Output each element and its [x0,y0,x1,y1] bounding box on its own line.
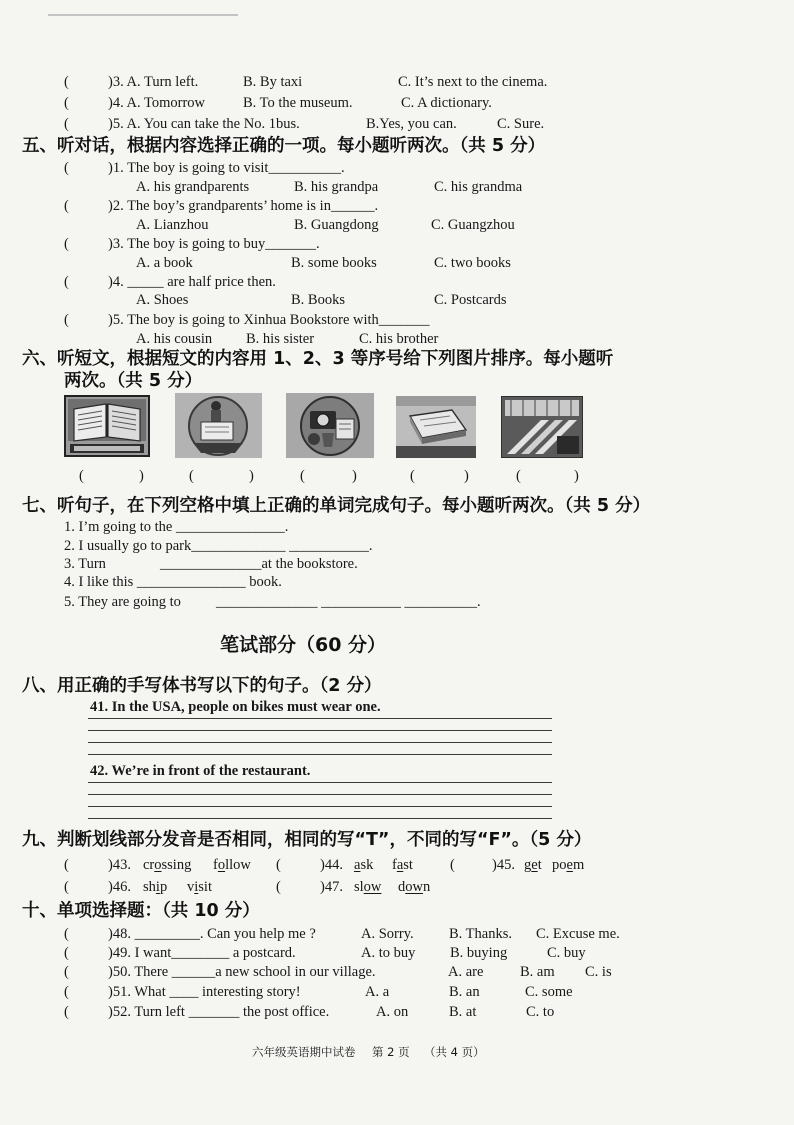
option-b: B. By taxi [243,74,303,90]
footer-page-number: 第 2 页 [372,1045,410,1059]
option-b: B. an [449,984,480,1000]
copy-sentence: 41. In the USA, people on bikes must wear one. [90,699,381,715]
picture-5-illustration [501,396,583,458]
option-a: A. are [448,964,484,980]
underlined-letters: ow [405,879,423,895]
option-a: A. Sorry. [361,926,414,942]
phonics-word [143,878,167,896]
fill-in-blank: ______________ ___________ __________. [216,594,481,610]
answer-paren-open: ( [450,857,455,873]
word-part: n [422,879,431,895]
answer-paren-open: ( [516,468,521,484]
word-part: llow [225,857,251,873]
phonics-word [354,856,373,874]
footer-course: 六年级英语期中试卷 [252,1045,356,1059]
option-c: C. to [526,1004,555,1020]
underlined-letters: o [217,857,226,873]
option-a: A. his cousin [136,331,213,347]
option-a: A. on [376,1004,409,1020]
question-stem: )50. There ______a new school in our village. [108,964,376,980]
question-number: )45. [492,857,515,873]
option-c: C. is [585,964,612,980]
option-a: A. Lianzhou [136,217,209,233]
option-b: B. Thanks. [449,926,512,942]
option-a: A. his grandparents [136,179,250,195]
answer-paren-close: ) [464,468,469,484]
picture-5 [501,396,583,458]
handwriting-line [88,754,552,755]
handwriting-line [88,782,552,783]
fill-in-blank: ______________at the bookstore. [160,556,358,572]
word-part: sit [198,879,212,895]
underlined-letters: i [155,879,160,895]
option-c: C. Sure. [497,116,545,132]
answer-paren-open: ( [64,984,69,1000]
picture-4-illustration [396,396,476,458]
footer-total-pages: （共 4 页） [424,1045,485,1059]
answer-paren-open: ( [300,468,305,484]
phonics-word [354,878,381,896]
picture-2 [175,393,262,458]
section-heading-9: 九、判断划线部分发音是否相同，相同的写“T”，不同的写“F”。（5 分） [22,830,592,850]
option-b: B. some books [291,255,377,271]
answer-paren-close: ) [139,468,144,484]
answer-paren-open: ( [64,964,69,980]
phonics-word [398,878,430,896]
phonics-word [552,856,584,874]
word-part: v [187,879,195,895]
option-a: A. a book [136,255,193,271]
option-c: C. some [525,984,573,1000]
word-part: po [552,857,567,873]
word-part: ssing [161,857,192,873]
question-stem: )3. A. Turn left. [108,74,199,90]
picture-1 [64,395,150,457]
section-heading-6: 六、听短文，根据短文的内容用 1、2、3 等序号给下列图片排序。每小题听 [22,349,614,369]
answer-paren-open: ( [64,926,69,942]
answer-paren-open: ( [64,74,69,90]
copy-sentence: 42. We’re in front of the restaurant. [90,763,311,779]
option-a: A. a [365,984,390,1000]
option-b: B. buying [450,945,508,961]
answer-paren-close: ) [249,468,254,484]
question-stem: )1. The boy is going to visit__________. [108,160,345,176]
option-b: B. Guangdong [294,217,379,233]
option-c: C. two books [434,255,511,271]
option-a: A. Shoes [136,292,189,308]
underlined-letters: ow [363,879,382,895]
picture-1-open-book-illustration [64,395,150,457]
picture-3-illustration [286,393,374,458]
question-number: )43. [108,857,131,873]
section-heading-6-continued: 两次。（共 5 分） [64,371,203,391]
option-c: C. his brother [359,331,439,347]
fill-in-sentence: 2. I usually go to park_____________ ___________. [64,538,373,554]
answer-paren-open: ( [79,468,84,484]
answer-paren-close: ) [574,468,579,484]
answer-paren-open: ( [64,198,69,214]
answer-paren-open: ( [64,879,69,895]
option-c: C. buy [547,945,586,961]
scan-edge-mark [48,14,238,16]
picture-3 [286,393,374,458]
section-heading-8: 八、用正确的手写体书写以下的句子。（2 分） [22,676,382,696]
option-b: B. his sister [246,331,315,347]
handwriting-line [88,806,552,807]
question-stem: )51. What ____ interesting story! [108,984,301,1000]
answer-paren-open: ( [189,468,194,484]
fill-in-sentence: 3. Turn [64,556,106,572]
word-part: f [392,857,397,873]
underlined-letters: e [566,857,573,873]
question-stem: )5. The boy is going to Xinhua Bookstore with_______ [108,312,430,328]
word-part: g [524,857,532,873]
question-stem: )52. Turn left _______ the post office. [108,1004,330,1020]
option-c: C. his grandma [434,179,523,195]
answer-paren-open: ( [64,312,69,328]
option-b: B. his grandpa [294,179,379,195]
picture-2-illustration [175,393,262,458]
word-part: sh [143,879,156,895]
handwriting-line [88,730,552,731]
handwriting-line [88,718,552,719]
answer-paren-open: ( [64,116,69,132]
question-stem: )4. _____ are half price then. [108,274,276,290]
question-stem: )49. I want________ a postcard. [108,945,296,961]
word-part: m [572,857,585,873]
underlined-letters: o [154,857,162,873]
picture-4 [396,396,476,458]
underlined-letters: a [354,857,361,873]
question-number: )46. [108,879,131,895]
option-c: C. Postcards [434,292,507,308]
answer-paren-open: ( [276,857,281,873]
word-part: f [213,857,218,873]
handwriting-line [88,794,552,795]
fill-in-sentence: 5. They are going to [64,594,181,610]
handwriting-line [88,818,552,819]
section-heading-10: 十、单项选择题：（共 10 分） [22,901,260,921]
answer-paren-open: ( [64,160,69,176]
question-number: )44. [320,857,343,873]
section-heading-7: 七、听句子，在下列空格中填上正确的单词完成句子。每小题听两次。（共 5 分） [22,496,651,516]
word-part: sk [360,857,374,873]
option-b: B. am [520,964,555,980]
answer-paren-open: ( [64,945,69,961]
option-c: C. A dictionary. [401,95,492,111]
fill-in-sentence: 1. I’m going to the _______________. [64,519,289,535]
answer-paren-close: ) [352,468,357,484]
answer-paren-open: ( [64,857,69,873]
answer-paren-open: ( [410,468,415,484]
option-b: B.Yes, you can. [366,116,457,132]
answer-paren-open: ( [64,95,69,111]
question-stem: )3. The boy is going to buy_______. [108,236,320,252]
fill-in-sentence: 4. I like this _______________ book. [64,574,282,590]
handwriting-line [88,742,552,743]
word-part: sl [354,879,364,895]
word-part: p [159,879,168,895]
phonics-word [187,878,212,896]
phonics-word [213,856,251,874]
question-stem: )5. A. You can take the No. 1bus. [108,116,300,132]
option-a: A. to buy [361,945,416,961]
underlined-letters: e [531,857,538,873]
answer-paren-open: ( [64,1004,69,1020]
section-heading-5: 五、听对话，根据内容选择正确的一项。每小题听两次。（共 5 分） [22,136,546,156]
option-c: C. Guangzhou [431,217,515,233]
underlined-letters: i [194,879,199,895]
underlined-letters: a [396,857,404,873]
word-part: d [398,879,406,895]
option-b: B. Books [291,292,345,308]
option-c: C. It’s next to the cinema. [398,74,548,90]
option-b: B. To the museum. [243,95,353,111]
word-part: cr [143,857,155,873]
phonics-word [392,856,413,874]
word-part: st [403,857,413,873]
answer-paren-open: ( [276,879,281,895]
written-part-title: 笔试部分（60 分） [220,634,387,656]
question-stem: )4. A. Tomorrow [108,95,205,111]
question-stem: )48. _________. Can you help me ? [108,926,316,942]
phonics-word [524,856,542,874]
option-b: B. at [449,1004,477,1020]
question-stem: )2. The boy’s grandparents’ home is in______. [108,198,379,214]
question-number: )47. [320,879,343,895]
option-c: C. Excuse me. [536,926,620,942]
answer-paren-open: ( [64,236,69,252]
word-part: t [537,857,542,873]
phonics-word [143,856,191,874]
answer-paren-open: ( [64,274,69,290]
